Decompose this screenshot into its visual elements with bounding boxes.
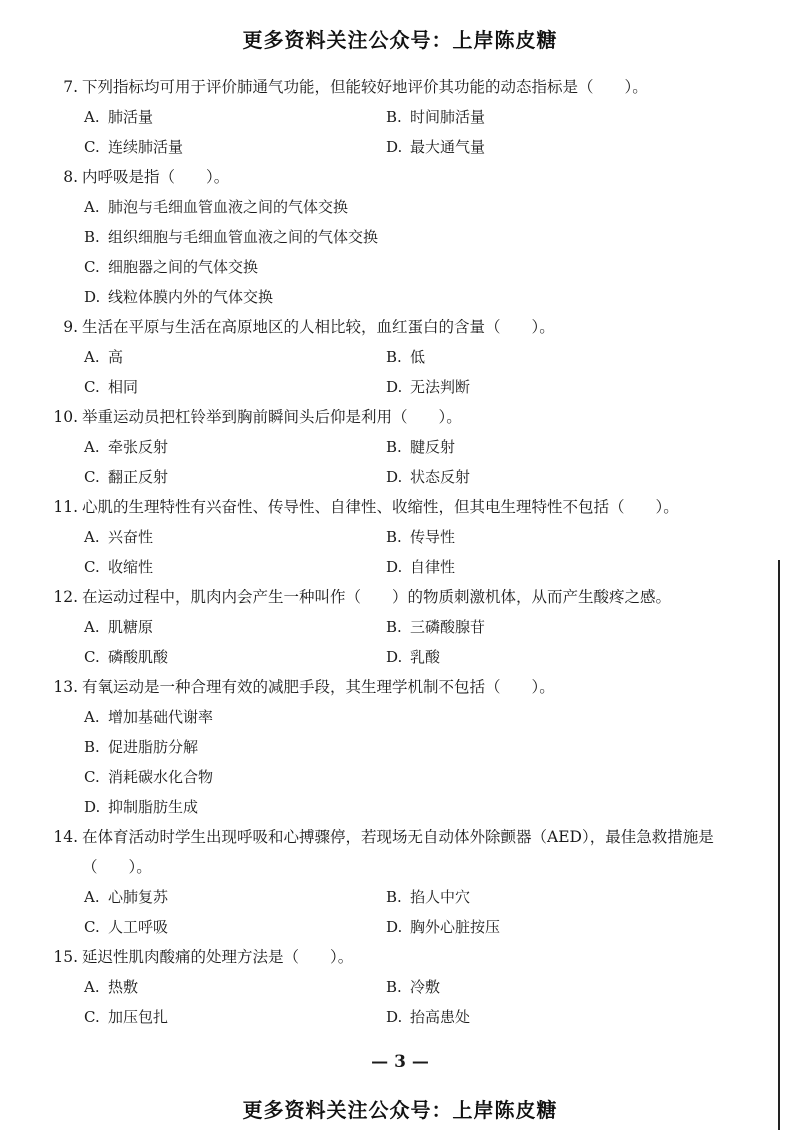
option-a: A. 肌糖原 bbox=[84, 618, 154, 636]
option-c: C. 翻正反射 bbox=[84, 468, 169, 486]
option-a: A. 肺活量 bbox=[84, 108, 154, 126]
option-b: B. 传导性 bbox=[386, 528, 456, 546]
question-text: 延迟性肌肉酸痛的处理方法是（ ）。 bbox=[82, 948, 354, 966]
option-c: C. 相同 bbox=[84, 378, 139, 396]
question-15 bbox=[0, 942, 800, 1032]
page-number: — 3 — bbox=[371, 1052, 429, 1072]
header-watermark: 更多资料关注公众号：上岸陈皮糖 bbox=[242, 28, 558, 52]
question-text: 在运动过程中，肌肉内会产生一种叫作（ ）的物质刺激机体，从而产生酸疼之感。 bbox=[82, 588, 672, 606]
option-d: D. 抬高患处 bbox=[386, 1008, 471, 1026]
option-grid bbox=[0, 882, 800, 942]
question-stem bbox=[0, 492, 800, 522]
option-d: D. 最大通气量 bbox=[386, 138, 486, 156]
option-grid bbox=[0, 342, 800, 402]
option-a: A. 热敷 bbox=[84, 978, 139, 996]
question-stem bbox=[0, 402, 800, 432]
option-a: A. 肺泡与毛细血管血液之间的气体交换 bbox=[84, 198, 349, 216]
option-b: B. 时间肺活量 bbox=[386, 108, 486, 126]
option-grid bbox=[0, 102, 800, 162]
option-list bbox=[0, 192, 800, 312]
question-stem bbox=[0, 162, 800, 192]
question-text: 心肌的生理特性有兴奋性、传导性、自律性、收缩性，但其电生理特性不包括（ ）。 bbox=[82, 498, 679, 516]
question-8 bbox=[0, 162, 800, 312]
option-grid bbox=[0, 522, 800, 582]
option-list bbox=[0, 702, 800, 822]
question-list bbox=[0, 72, 800, 1032]
question-number: 7. bbox=[63, 78, 78, 96]
option-b: B. 组织细胞与毛细血管血液之间的气体交换 bbox=[84, 228, 379, 246]
option-d: D. 线粒体膜内外的气体交换 bbox=[84, 288, 274, 306]
option-c: C. 连续肺活量 bbox=[84, 138, 184, 156]
option-b: B. 掐人中穴 bbox=[386, 888, 471, 906]
option-d: D. 乳酸 bbox=[386, 648, 441, 666]
question-14 bbox=[0, 822, 800, 942]
question-stem bbox=[0, 822, 800, 882]
option-d: D. 自律性 bbox=[386, 558, 456, 576]
question-13 bbox=[0, 672, 800, 822]
question-7 bbox=[0, 72, 800, 162]
option-a: A. 心肺复苏 bbox=[84, 888, 169, 906]
question-number: 15. bbox=[53, 948, 78, 966]
option-c: C. 加压包扎 bbox=[84, 1008, 169, 1026]
option-a: A. 牵张反射 bbox=[84, 438, 169, 456]
question-text: 在体育活动时学生出现呼吸和心搏骤停，若现场无自动体外除颤器（AED），最佳急救措施是（ ）。 bbox=[82, 828, 714, 876]
option-b: B. 腱反射 bbox=[386, 438, 456, 456]
option-b: B. 三磷酸腺苷 bbox=[386, 618, 486, 636]
question-number: 9. bbox=[63, 318, 78, 336]
question-text: 下列指标均可用于评价肺通气功能，但能较好地评价其功能的动态指标是（ ）。 bbox=[82, 78, 648, 96]
option-c: C. 消耗碳水化合物 bbox=[84, 768, 214, 786]
question-text: 内呼吸是指（ ）。 bbox=[82, 168, 230, 186]
option-a: A. 兴奋性 bbox=[84, 528, 154, 546]
question-text: 有氧运动是一种合理有效的减肥手段，其生理学机制不包括（ ）。 bbox=[82, 678, 555, 696]
option-c: C. 磷酸肌酸 bbox=[84, 648, 169, 666]
option-grid bbox=[0, 972, 800, 1032]
question-stem bbox=[0, 312, 800, 342]
question-12 bbox=[0, 582, 800, 672]
question-9 bbox=[0, 312, 800, 402]
question-stem bbox=[0, 582, 800, 612]
option-d: D. 抑制脂肪生成 bbox=[84, 798, 199, 816]
option-d: D. 胸外心脏按压 bbox=[386, 918, 501, 936]
question-number: 11. bbox=[53, 498, 78, 516]
option-a: A. 增加基础代谢率 bbox=[84, 708, 214, 726]
scan-edge-line bbox=[778, 560, 780, 1130]
question-number: 12. bbox=[53, 588, 78, 606]
option-b: B. 冷敷 bbox=[386, 978, 441, 996]
question-text: 举重运动员把杠铃举到胸前瞬间头后仰是利用（ ）。 bbox=[82, 408, 462, 426]
option-b: B. 促进脂肪分解 bbox=[84, 738, 199, 756]
footer-watermark: 更多资料关注公众号：上岸陈皮糖 bbox=[242, 1098, 558, 1122]
question-stem bbox=[0, 72, 800, 102]
option-grid bbox=[0, 612, 800, 672]
option-c: C. 细胞器之间的气体交换 bbox=[84, 258, 259, 276]
question-number: 8. bbox=[63, 168, 78, 186]
option-b: B. 低 bbox=[386, 348, 426, 366]
question-number: 13. bbox=[53, 678, 78, 696]
question-10 bbox=[0, 402, 800, 492]
option-c: C. 收缩性 bbox=[84, 558, 154, 576]
option-c: C. 人工呼吸 bbox=[84, 918, 169, 936]
question-text: 生活在平原与生活在高原地区的人相比较，血红蛋白的含量（ ）。 bbox=[82, 318, 555, 336]
question-number: 10. bbox=[53, 408, 78, 426]
option-d: D. 状态反射 bbox=[386, 468, 471, 486]
option-a: A. 高 bbox=[84, 348, 124, 366]
question-number: 14. bbox=[53, 828, 78, 846]
question-11 bbox=[0, 492, 800, 582]
question-stem bbox=[0, 942, 800, 972]
option-grid bbox=[0, 432, 800, 492]
option-d: D. 无法判断 bbox=[386, 378, 471, 396]
question-stem bbox=[0, 672, 800, 702]
